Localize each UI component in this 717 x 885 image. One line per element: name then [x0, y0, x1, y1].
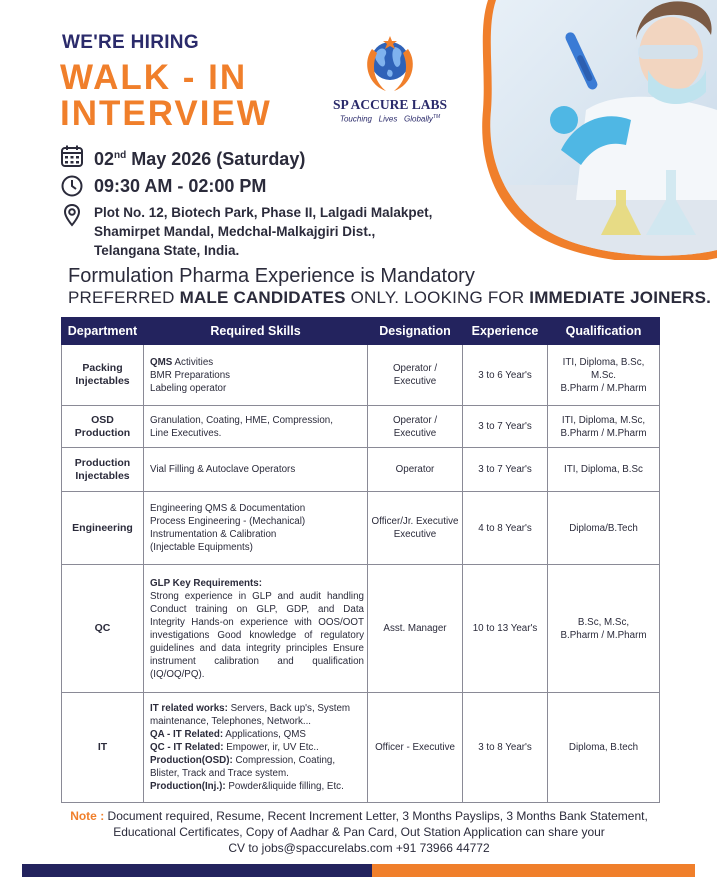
designation-cell: Asst. Manager: [368, 565, 463, 693]
company-name: SP ACCURE LABS: [332, 97, 448, 112]
address-line: Shamirpet Mandal, Medchal-Malkajgiri Dist.,: [94, 224, 376, 239]
table-row: [62, 492, 660, 565]
tagline-word: Globally: [404, 114, 433, 124]
experience-cell: 3 to 6 Year's: [463, 345, 548, 406]
experience-cell: 3 to 7 Year's: [463, 406, 548, 448]
skill-heading: Production(OSD):: [150, 755, 233, 766]
qualification-cell: [548, 345, 660, 406]
note-line: Educational Certificates, Copy of Aadhar & Pan Card, Out Station Application can share your: [113, 825, 605, 839]
qualification-line: B.Sc, M.Sc,: [577, 616, 630, 628]
skills-cell: [144, 492, 368, 565]
skill-line: Line Executives.: [150, 427, 222, 439]
qualification-line: B.Pharm / M.Pharm: [560, 382, 647, 394]
globe-logo-icon: [358, 33, 422, 95]
department-line: Production: [74, 456, 131, 469]
skill-line: Labeling operator: [150, 382, 227, 394]
skill-line: Granulation, Coating, HME, Compression,: [150, 414, 333, 426]
skill-text: Compression, Coating, Blister, Track and Trace system.: [150, 755, 336, 779]
experience-cell: 10 to 13 Year's: [463, 565, 548, 693]
table-row: [62, 345, 660, 406]
skills-cell: Vial Filling & Autoclave Operators: [144, 448, 368, 492]
address-row: [60, 203, 432, 260]
openings-table: [61, 317, 660, 803]
walk-in-title-line1: WALK - IN: [60, 58, 248, 97]
date-suffix: nd: [114, 150, 127, 161]
skills-cell: [144, 345, 368, 406]
table-row: [62, 406, 660, 448]
designation-cell: Operator / Executive: [368, 345, 463, 406]
address-line: Telangana State, India.: [94, 243, 240, 258]
table-row: [62, 693, 660, 803]
clock-icon: [60, 174, 84, 198]
preference-headline: [68, 288, 711, 308]
table-row: [62, 448, 660, 492]
note-line: [60, 808, 658, 824]
skill-heading: IT related works:: [150, 703, 228, 714]
skill-line: (Injectable Equipments): [150, 542, 253, 553]
department-cell: [62, 406, 144, 448]
department-line: Packing: [82, 362, 123, 374]
skills-cell: [144, 565, 368, 693]
designation-cell: [368, 492, 463, 565]
skill-line: BMR Preparations: [150, 369, 231, 381]
department-cell: Engineering: [62, 492, 144, 565]
column-header: Experience: [463, 318, 548, 345]
designation-line: Officer/Jr. Executive: [371, 516, 459, 527]
department-cell: IT: [62, 693, 144, 803]
column-header: Department: [62, 318, 144, 345]
interview-time: 09:30 AM - 02:00 PM: [94, 176, 267, 196]
column-header: Designation: [368, 318, 463, 345]
department-cell: [62, 448, 144, 492]
tagline-word: Touching: [339, 114, 372, 124]
walk-in-title: [60, 60, 330, 132]
headline-part: ONLY. LOOKING FOR: [345, 288, 530, 307]
note-label: Note :: [70, 809, 105, 823]
column-header: Required Skills: [144, 318, 368, 345]
table-row: [62, 565, 660, 693]
skill-line: Engineering QMS & Documentation: [150, 503, 306, 514]
skill-line: [150, 780, 364, 793]
trademark: TM: [432, 114, 441, 120]
skill-heading: QA - IT Related:: [150, 729, 224, 740]
qualification-cell: Diploma, B.tech: [548, 693, 660, 803]
experience-cell: 3 to 8 Year's: [463, 693, 548, 803]
skill-heading: QMS: [150, 356, 173, 368]
interview-date: [94, 144, 305, 171]
skill-text: Servers, Back up's, System maintenance, Telephones, Network...: [150, 703, 351, 727]
experience-cell: 3 to 7 Year's: [463, 448, 548, 492]
date-rest: May 2026 (Saturday): [126, 149, 306, 169]
time-row: [60, 174, 266, 198]
column-header: Qualification: [548, 318, 660, 345]
department-line: Injectables: [75, 375, 130, 387]
address-line: Plot No. 12, Biotech Park, Phase II, Lalgadi Malakpet,: [94, 205, 433, 220]
qualification-cell: ITI, Diploma, B.Sc: [548, 448, 660, 492]
skill-heading: QC - IT Related:: [150, 742, 224, 753]
designation-line: Executive: [393, 529, 437, 540]
qualification-line: ITI, Diploma, M.Sc,: [561, 414, 646, 426]
department-line: Injectables: [75, 469, 130, 482]
skill-heading: Production(Inj.):: [150, 781, 226, 792]
skill-line: [150, 741, 364, 754]
interview-address: [94, 203, 432, 260]
department-cell: QC: [62, 565, 144, 693]
skill-line: [150, 356, 364, 369]
skill-line: [150, 728, 364, 741]
skill-text: Powder&liquide filling, Etc.: [225, 781, 344, 792]
skill-line: [150, 702, 364, 728]
lab-scientist-photo: [466, 0, 717, 260]
location-pin-icon: [60, 203, 84, 227]
designation-cell: Operator / Executive: [368, 406, 463, 448]
qualification-cell: Diploma/B.Tech: [548, 492, 660, 565]
footer-bar-orange: [372, 864, 695, 877]
skills-cell: [144, 406, 368, 448]
designation-cell: Operator: [368, 448, 463, 492]
date-day: 02: [94, 149, 115, 169]
designation-cell: Officer - Executive: [368, 693, 463, 803]
headline-part: PREFERRED: [68, 288, 180, 307]
skill-text: Applications, QMS: [223, 729, 306, 740]
headline-bold-part: IMMEDIATE JOINERS.: [529, 288, 712, 307]
hiring-label: WE'RE HIRING: [62, 32, 199, 53]
footer-bar-navy: [22, 864, 372, 877]
skill-text: Empower, ir, UV Etc..: [223, 742, 319, 753]
skill-line: Instrumentation & Calibration: [150, 529, 277, 540]
qualification-cell: [548, 565, 660, 693]
date-row: [60, 144, 305, 171]
headline-bold-part: MALE CANDIDATES: [179, 288, 346, 307]
skill-text: Activities: [172, 356, 214, 368]
company-tagline: [330, 114, 450, 124]
requirement-headline: Formulation Pharma Experience is Mandatory: [68, 265, 475, 287]
department-line: Production: [74, 426, 131, 439]
walk-in-title-line2: INTERVIEW: [60, 94, 272, 133]
skill-paragraph: Strong experience in GLP and audit handling Conduct training on GLP, GDP, and Data Integrity Hands-on experience with OOS/OOT investigations Good knowledge of regulatory guidelines and data integrity principles Ensure instrument calibration and qualification (IQ/OQ/PQ).: [150, 590, 364, 680]
skill-line: [150, 754, 364, 780]
experience-cell: 4 to 8 Year's: [463, 492, 548, 565]
note-text: Document required, Resume, Recent Increment Letter, 3 Months Payslips, 3 Months Bank Statement,: [104, 809, 648, 823]
skill-line: Process Engineering - (Mechanical): [150, 516, 306, 527]
qualification-line: ITI, Diploma, B.Sc, M.Sc.: [562, 356, 645, 381]
qualification-line: B.Pharm / M.Pharm: [560, 629, 647, 641]
document-note: [60, 808, 658, 856]
contact-line: CV to jobs@spaccurelabs.com +91 73966 44772: [228, 841, 490, 855]
skill-heading: GLP Key Requirements:: [150, 577, 262, 589]
company-logo: [330, 33, 450, 131]
department-line: OSD: [91, 413, 114, 426]
qualification-line: B.Pharm / M.Pharm: [560, 427, 647, 439]
calendar-icon: [60, 144, 84, 168]
tagline-word: Lives: [378, 114, 398, 124]
qualification-cell: [548, 406, 660, 448]
skills-cell: [144, 693, 368, 803]
table-header-row: [62, 318, 660, 345]
department-cell: [62, 345, 144, 406]
